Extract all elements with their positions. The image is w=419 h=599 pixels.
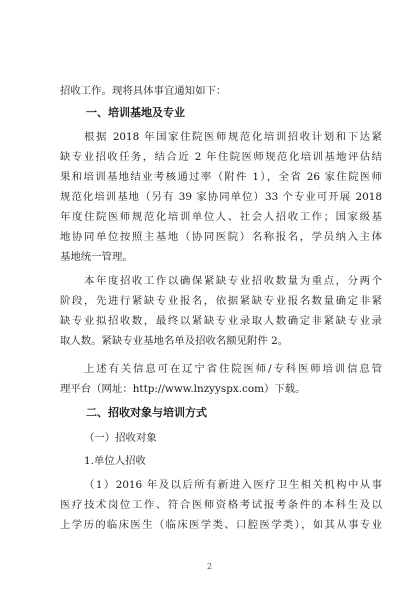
para1-line-1: 根据 2018 年国家住院医师规范化培训招收计划和下达紧 xyxy=(84,131,382,143)
section2-sub1-item: 1.单位人招收 xyxy=(84,455,146,467)
para2-line-3: 缺专业拟招收数，最终以紧缺专业录取人数确定非紧缺专业录 xyxy=(60,315,382,327)
para1-line-2: 缺专业招收任务，结合近 2 年住院医师规范化培训基地评估结 xyxy=(60,151,382,163)
section2-heading: 二、招收对象与培训方式 xyxy=(86,406,207,419)
section2-para-line-3: 上学历的临床医生（临床医学类、口腔医学类），如其从事专业 xyxy=(60,519,382,531)
section1-heading: 一、培训基地及专业 xyxy=(86,106,185,119)
para1-line-6: 地协同单位按照主基地（协同医院）名称报名，学员纳入主体 xyxy=(60,231,382,243)
section2-sub1: （一）招收对象 xyxy=(84,432,157,444)
para1-line-5: 年度住院医师规范化培训单位人、社会人招收工作；国家级基 xyxy=(60,211,382,223)
intro-line: 招收工作。现将具体事宜通知如下： xyxy=(60,85,227,97)
section2-para-line-2: 医疗技术岗位工作、符合医师资格考试报考条件的本科生及以 xyxy=(60,499,382,511)
para3-line-1: 上述有关信息可在辽宁省住院医师/专科医师培训信息管 xyxy=(84,363,382,375)
para1-line-7: 基地统一管理。 xyxy=(60,251,133,263)
para3-line-2: 理平台（网址：http://www.lnzyyspx.com）下载。 xyxy=(60,383,306,395)
page-number: 2 xyxy=(206,562,213,571)
para1-line-4: 规范化培训基地（另有 39 家协同单位）33 个专业可开展 2018 xyxy=(60,191,382,203)
section2-para-line-1: （1）2016 年及以后所有新进入医疗卫生相关机构中从事 xyxy=(84,479,382,491)
para2-line-1: 本年度招收工作以确保紧缺专业招收数量为重点，分两个 xyxy=(84,275,382,287)
para2-line-4: 取人数。紧缺专业基地名单及招收名额见附件 2。 xyxy=(60,335,289,347)
para1-line-3: 果和培训基地结业考核通过率（附件 1），全省 26 家住院医师 xyxy=(60,171,382,183)
para2-line-2: 阶段，先进行紧缺专业报名，依据紧缺专业报名数量确定非紧 xyxy=(60,295,382,307)
